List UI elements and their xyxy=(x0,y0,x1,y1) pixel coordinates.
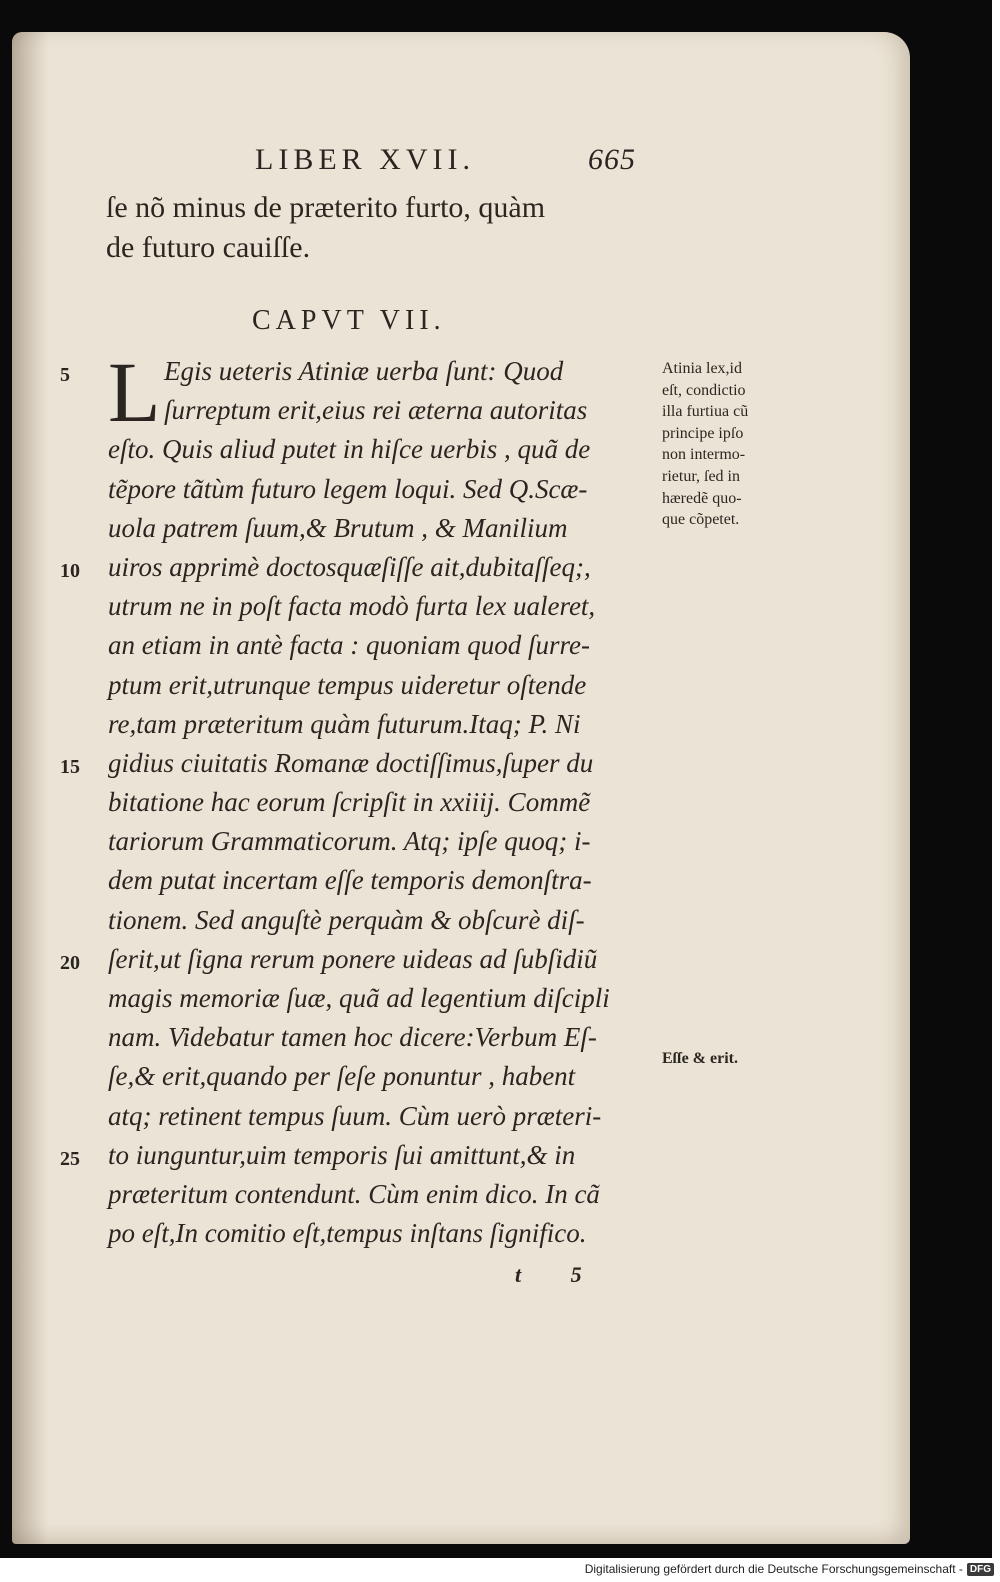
text-line: tẽpore tãtùm futuro legem loqui. Sed Q.Scӕ- xyxy=(108,473,588,504)
drop-capital: L xyxy=(108,344,161,440)
dfg-logo: DFG xyxy=(967,1563,994,1576)
marginal-note xyxy=(662,358,812,531)
text-line: an etiam in antè facta : quoniam quod ſurre- xyxy=(108,630,590,661)
text-line: ſe nõ minus de prӕterito furto, quàm xyxy=(106,191,546,224)
note-line: rietur, ſed in xyxy=(662,467,740,485)
text-line: nam. Videbatur tamen hoc dicere:Verbum Eſ- xyxy=(108,1022,597,1053)
chapter-body xyxy=(108,344,668,1253)
text-line: dem putat incertam eſſe temporis demonſtra- xyxy=(108,865,592,896)
credit-text: Digitalisierung gefördert durch die Deutsche Forschungsgemeinschaft - xyxy=(584,1562,963,1576)
text-line: bitatione hac eorum ſcripſit in xxiiij. Commẽ xyxy=(108,787,591,818)
note-line: que cõpetet. xyxy=(662,511,740,529)
note-line: Eſſe & erit. xyxy=(662,1050,738,1067)
text-line: prӕteritum contendunt. Cùm enim dico. In cã xyxy=(108,1178,600,1209)
text-line: ſurreptum erit,eius rei ӕterna autoritas xyxy=(164,395,588,426)
note-line: principe ipſo xyxy=(662,424,744,442)
text-line: gidius ciuitatis Romanӕ doctiſſimus,ſuper du xyxy=(108,747,594,778)
text-line: magis memoriӕ ſuӕ, quã ad legentium diſcipli xyxy=(108,983,610,1013)
text-line: ſerit,ut ſigna rerum ponere uideas ad ſubſidiũ xyxy=(108,943,598,974)
text-line: ptum erit,utrunque tempus uideretur oſtende xyxy=(108,669,587,700)
text-line: atq; retinent tempus ſuum. Cùm uerò prӕteri- xyxy=(108,1100,602,1131)
note-line: hӕredẽ quo- xyxy=(662,489,742,507)
signature-mark: t 5 xyxy=(515,1262,604,1287)
text-line: re,tam prӕteritum quàm futurum.Itaq; P. Ni xyxy=(108,708,581,739)
note-line: illa furtiua cũ xyxy=(662,403,749,421)
text-line: uiros apprimè doctosquӕſiſſe ait,dubitaſſeq;, xyxy=(108,551,591,582)
line-number: 10 xyxy=(60,560,80,582)
text-line: to iunguntur,uim temporis ſui amittunt,& in xyxy=(108,1139,576,1170)
text-line: ſe,& erit,quando per ſeſe ponuntur , habent xyxy=(108,1061,576,1092)
line-number: 20 xyxy=(60,952,80,974)
carryover-text xyxy=(106,188,666,268)
marginal-note xyxy=(662,1048,812,1070)
line-number: 5 xyxy=(60,364,70,386)
running-head xyxy=(255,143,655,183)
text-line: uola patrem ſuum,& Brutum , & Manilium xyxy=(108,512,568,543)
line-number: 15 xyxy=(60,756,80,778)
text-line: de futuro cauiſſe. xyxy=(106,231,311,264)
note-line: non intermo- xyxy=(662,446,746,464)
line-number: 25 xyxy=(60,1148,80,1170)
text-line: eſto. Quis aliud putet in hiſce uerbis , quã de xyxy=(108,434,591,465)
text-line: tionem. Sed anguſtè perquàm & obſcurè diſ- xyxy=(108,904,585,935)
digitization-credit xyxy=(585,1560,994,1578)
note-line: Atinia lex,id xyxy=(662,360,742,377)
text-line: po eſt,In comitio eſt,tempus inſtans ſignifico. xyxy=(108,1218,587,1249)
note-line: eſt, condictio xyxy=(662,381,746,399)
text-line: Egis ueteris Atiniӕ uerba ſunt: Quod xyxy=(164,356,564,386)
page-number: 665 xyxy=(588,143,636,176)
chapter-heading: CAPVT VII. xyxy=(252,305,446,336)
text-line: tariorum Grammaticorum. Atq; ipſe quoq; i- xyxy=(108,826,591,857)
text-line: utrum ne in poſt facta modò furta lex ualeret, xyxy=(108,591,596,622)
running-title: LIBER XVII. xyxy=(255,143,475,176)
